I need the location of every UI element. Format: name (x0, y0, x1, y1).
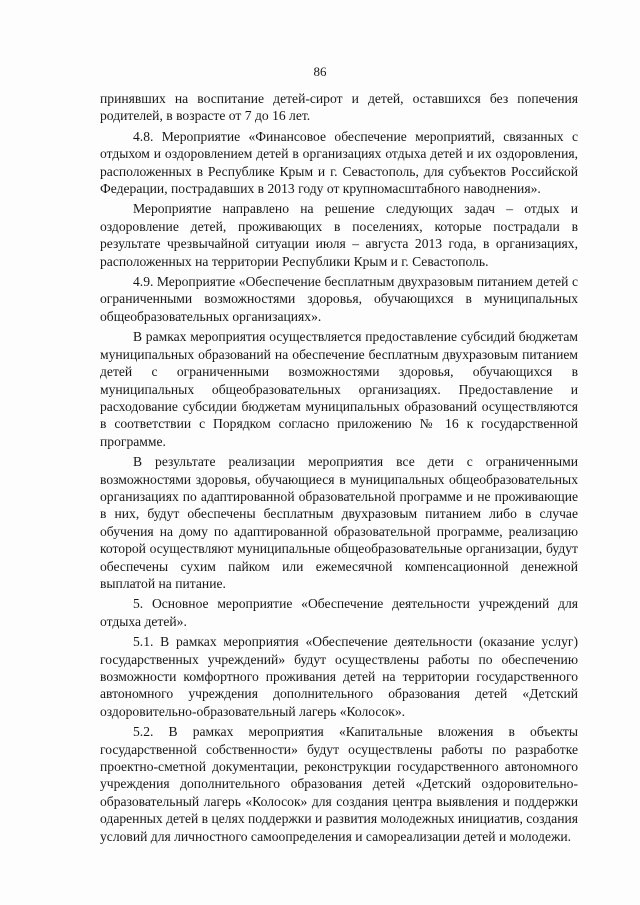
paragraph-item-4-9-results: В результате реализации мероприятия все дети с ограниченными возможностями здоровья, обучающиеся в муниципальных общеобразовательных организациях по адаптированной образовательной программе и не проживающие в них, будут обеспечены бесплатным двухразовым питанием либо в случае обучения на дому по адаптированной образовательной программе, реализацию которой осуществляют муниципальные общеобразовательные организации, будут обеспечены сухим пайком или ежемесячной компенсационной денежной выплатой на питание. (100, 454, 578, 591)
paragraph-item-4-9: 4.9. Мероприятие «Обеспечение бесплатным двухразовым питанием детей с ограниченными возможностями здоровья, обучающихся в муниципальных общеобразовательных организациях». (100, 274, 578, 324)
page-number: 86 (313, 64, 327, 79)
paragraph-continuation: принявших на воспитание детей-сирот и детей, оставшихся без попечения родителей, в возрасте от 7 до 16 лет. (100, 91, 578, 124)
paragraph-item-4-9-subsidies: В рамках мероприятия осуществляется предоставление субсидий бюджетам муниципальных образований на обеспечение бесплатным двухразовым питанием детей с ограниченными возможностями здоровья, обучающихся в муниципальных общеобразовательных организациях. Предоставление и расходование субсидии бюджетам муниципальных образований осуществляются в соответствии с Порядком согласно приложению № 16 к государственной программе. (100, 329, 578, 449)
paragraph-item-4-8: 4.8. Мероприятие «Финансовое обеспечение мероприятий, связанных с отдыхом и оздоровлением детей в организациях отдыха детей и их оздоровления, расположенных в Республике Крым и г. Севастополь, для субъектов Российской Федерации, пострадавших в 2013 году от крупномасштабного наводнения». (100, 128, 578, 197)
paragraph-item-4-8-goals: Мероприятие направлено на решение следующих задач – отдых и оздоровление детей, проживающих в поселениях, которые пострадали в результате чрезвычайной ситуации июля – августа 2013 года, в организациях, расположенных на территории Республики Крым и г. Севастополь. (100, 201, 578, 269)
document-body (100, 90, 578, 848)
paragraph-item-5-1: 5.1. В рамках мероприятия «Обеспечение деятельности (оказание услуг) государственных учреждений» будут осуществлены работы по обеспечению возможности комфортного проживания детей на территории государственного автономного учреждения дополнительного образования детей «Детский оздоровительно-образовательный лагерь «Колосок». (100, 634, 578, 719)
paragraph-item-5: 5. Основное мероприятие «Обеспечение деятельности учреждений для отдыха детей». (100, 596, 578, 629)
paragraph-item-5-2: 5.2. В рамках мероприятия «Капитальные вложения в объекты государственной собственности» будут осуществлены работы по разработке проектно-сметной документации, реконструкции государственного автономного учреждения дополнительного образования детей «Детский оздоровительно-образовательный лагерь «Колосок» для создания центра выявления и поддержки одаренных детей в целях поддержки и развития молодежных инициатив, создания условий для личностного самоопределения и самореализации детей и молодежи. (100, 724, 579, 844)
